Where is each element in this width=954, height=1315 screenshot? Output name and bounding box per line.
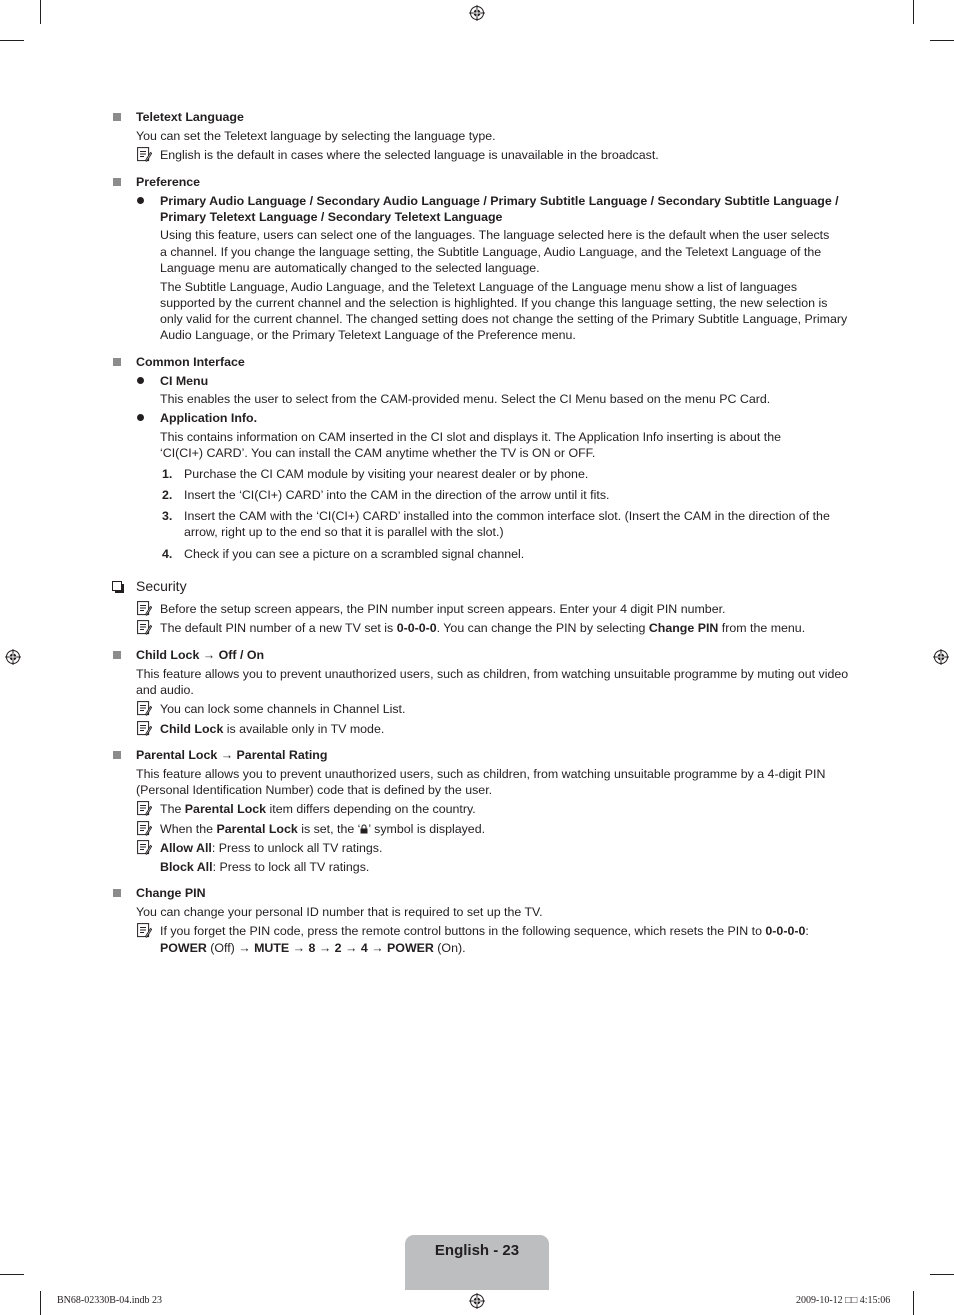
- application-info-desc: ‘CI(CI+) CARD’. You can install the CAM anytime whether the TV is ON or OFF.: [160, 446, 596, 460]
- change-pin-sequence: [160, 940, 466, 956]
- square-bullet-icon: [113, 178, 121, 186]
- arrow-glyph: →: [315, 941, 335, 955]
- teletext-language-heading: Teletext Language: [136, 110, 244, 124]
- parental-lock-heading: [136, 747, 327, 763]
- round-bullet-icon: [137, 414, 144, 421]
- text-run: :: [805, 924, 809, 938]
- text-run: (On).: [433, 941, 466, 955]
- text-run: Child Lock: [160, 722, 224, 736]
- text-run: Child Lock: [136, 648, 200, 662]
- text-run: 8: [308, 941, 316, 955]
- crop-mark: [40, 0, 41, 24]
- preference-paragraph-line: The Subtitle Language, Audio Language, and the Teletext Language of the Language menu show a list of languages: [160, 280, 798, 294]
- security-note: Before the setup screen appears, the PIN number input screen appears. Enter your 4 digit PIN number.: [160, 602, 726, 616]
- text-run: is available only in TV mode.: [223, 722, 385, 736]
- arrow-glyph: →: [217, 748, 237, 762]
- teletext-language-desc: You can set the Teletext language by selecting the language type.: [136, 129, 496, 143]
- crop-mark: [913, 0, 914, 24]
- note-icon: [137, 721, 152, 736]
- text-run: When the: [160, 822, 217, 836]
- preference-paragraph-line: Audio Language, or the Primary Teletext Language of the Preference menu.: [160, 328, 576, 342]
- text-run: Parental Lock: [184, 802, 267, 816]
- preference-paragraph-line: only valid for the current channel. The changed setting does not change the setting of the Primary Subtitle Language, Primary: [160, 312, 848, 326]
- lock-icon: [360, 822, 368, 832]
- text-run: MUTE: [254, 941, 290, 955]
- step-text: Insert the CAM with the ‘CI(CI+) CARD’ installed into the common interface slot. (Insert the CAM in the direction of the: [184, 509, 830, 523]
- step-text: Purchase the CI CAM module by visiting your nearest dealer or by phone.: [184, 467, 589, 481]
- text-run: : Press to lock all TV ratings.: [212, 860, 370, 874]
- parental-lock-desc: This feature allows you to prevent unauthorized users, such as children, from watching unsuitable programme by a 4-digit PIN: [136, 767, 826, 781]
- parental-lock-note: [160, 859, 369, 875]
- text-run: from the menu.: [718, 621, 806, 635]
- square-bullet-icon: [113, 651, 121, 659]
- crop-mark: [0, 40, 24, 41]
- registration-mark-icon: [469, 5, 485, 21]
- text-run: Change PIN: [648, 621, 719, 635]
- child-lock-desc: and audio.: [136, 683, 194, 697]
- preference-paragraph-line: Using this feature, users can select one of the languages. The language selected here is the default when the user selects: [160, 228, 830, 242]
- step-text: Insert the ‘CI(CI+) CARD’ into the CAM in the direction of the arrow until it fits.: [184, 488, 610, 502]
- child-lock-desc: This feature allows you to prevent unauthorized users, such as children, from watching unsuitable programme by muting out video: [136, 667, 849, 681]
- text-run: 0-0-0-0: [396, 621, 437, 635]
- registration-mark-icon: [5, 649, 21, 665]
- print-slug-left: BN68-02330B-04.indb 23: [57, 1295, 162, 1306]
- step-number: 4.: [162, 547, 173, 561]
- text-run: 4: [360, 941, 368, 955]
- text-run: 0-0-0-0: [765, 924, 806, 938]
- text-run: Block All: [160, 860, 213, 874]
- step-text: Check if you can see a picture on a scrambled signal channel.: [184, 547, 525, 561]
- note-icon: [137, 147, 152, 162]
- child-lock-heading: [136, 647, 264, 663]
- text-run: Parental Lock: [216, 822, 298, 836]
- registration-mark-icon: [933, 649, 949, 665]
- ci-menu-heading: CI Menu: [160, 374, 209, 388]
- text-run: ’ symbol is displayed.: [368, 822, 486, 836]
- note-icon: [137, 701, 152, 716]
- parental-lock-note: [160, 801, 476, 817]
- teletext-language-note: English is the default in cases where the selected language is unavailable in the broadcast.: [160, 148, 659, 162]
- square-bullet-icon: [113, 113, 121, 121]
- preference-bullet-line: Primary Audio Language / Secondary Audio Language / Primary Subtitle Language / Secondary Subtitle Language /: [160, 194, 839, 208]
- text-run: is set, the ‘: [297, 822, 361, 836]
- preference-heading: Preference: [136, 175, 201, 189]
- crop-mark: [930, 1274, 954, 1275]
- print-slug-right: 2009-10-12 □□ 4:15:06: [796, 1295, 891, 1306]
- text-run: POWER: [160, 941, 207, 955]
- change-pin-heading: Change PIN: [136, 886, 206, 900]
- text-run: item differs depending on the country.: [266, 802, 476, 816]
- crop-mark: [0, 1274, 24, 1275]
- note-icon: [137, 801, 152, 816]
- page-number: English - 23: [434, 1242, 520, 1259]
- ci-menu-desc: This enables the user to select from the CAM-provided menu. Select the CI Menu based on the menu PC Card.: [160, 392, 771, 406]
- text-run: POWER: [387, 941, 434, 955]
- text-run: 2: [334, 941, 342, 955]
- text-run: (Off) →: [206, 941, 255, 955]
- text-run: Parental Lock: [136, 748, 218, 762]
- change-pin-desc: You can change your personal ID number that is required to set up the TV.: [136, 905, 543, 919]
- change-pin-note: [160, 923, 809, 939]
- security-note: [160, 620, 805, 636]
- text-run: . You can change the PIN by selecting: [436, 621, 649, 635]
- step-number: 1.: [162, 467, 173, 481]
- text-run: : Press to unlock all TV ratings.: [211, 841, 383, 855]
- note-icon: [137, 923, 152, 938]
- step-number: 2.: [162, 488, 173, 502]
- child-lock-note: You can lock some channels in Channel List.: [160, 702, 406, 716]
- round-bullet-icon: [137, 377, 144, 384]
- square-bullet-icon: [113, 358, 121, 366]
- note-icon: [137, 601, 152, 616]
- security-heading: Security: [136, 578, 187, 594]
- crop-mark: [913, 1291, 914, 1315]
- arrow-glyph: →: [289, 941, 309, 955]
- step-text: arrow, right up to the end so that it is parallel with the slot.): [184, 525, 504, 539]
- text-run: Parental Rating: [236, 748, 328, 762]
- crop-mark: [930, 40, 954, 41]
- registration-mark-icon: [469, 1293, 485, 1309]
- note-icon: [137, 620, 152, 635]
- parental-lock-note: [160, 821, 485, 837]
- common-interface-heading: Common Interface: [136, 355, 245, 369]
- parental-lock-note: [160, 840, 382, 856]
- text-run: Allow All: [160, 841, 212, 855]
- round-bullet-icon: [137, 197, 144, 204]
- arrow-glyph: →: [199, 648, 219, 662]
- preference-bullet-line: Primary Teletext Language / Secondary Teletext Language: [160, 210, 503, 224]
- text-run: The: [160, 802, 185, 816]
- preference-paragraph-line: supported by the current channel and the selection is highlighted. If you change this language setting, the new selection is: [160, 296, 828, 310]
- page-number-tab: [405, 1235, 549, 1290]
- checkbox-bullet-icon: [112, 581, 122, 591]
- application-info-heading: Application Info.: [160, 411, 258, 425]
- note-icon: [137, 840, 152, 855]
- square-bullet-icon: [113, 751, 121, 759]
- text-run: The default PIN number of a new TV set is: [160, 621, 397, 635]
- arrow-glyph: →: [341, 941, 361, 955]
- arrow-glyph: →: [367, 941, 388, 955]
- step-number: 3.: [162, 509, 173, 523]
- child-lock-note: [160, 721, 384, 737]
- preference-paragraph-line: Language menu are automatically changed to the selected language.: [160, 261, 540, 275]
- preference-paragraph-line: a channel. If you change the language setting, the Subtitle Language, Audio Language, and the Teletext Language of the: [160, 245, 822, 259]
- text-run: Off / On: [218, 648, 265, 662]
- parental-lock-desc: (Personal Identification Number) code that is defined by the user.: [136, 783, 493, 797]
- note-icon: [137, 821, 152, 836]
- application-info-desc: This contains information on CAM inserted in the CI slot and displays it. The Application Info inserting is about the: [160, 430, 782, 444]
- crop-mark: [40, 1291, 41, 1315]
- square-bullet-icon: [113, 889, 121, 897]
- text-run: If you forget the PIN code, press the remote control buttons in the following sequence, which resets the PIN to: [160, 924, 766, 938]
